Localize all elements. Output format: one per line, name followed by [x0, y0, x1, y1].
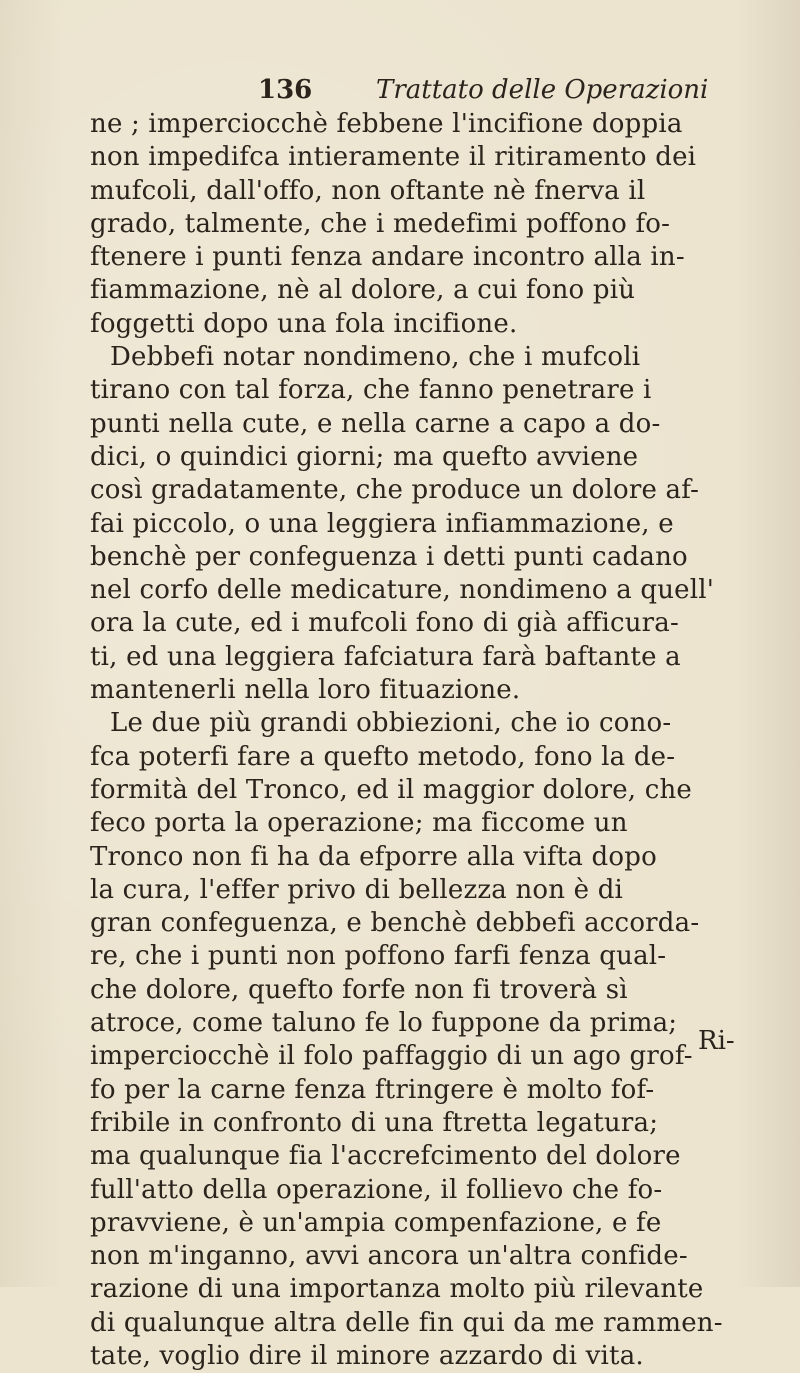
text-line: fo per la carne fenza ftringere è molto fof- — [90, 1074, 655, 1105]
text-line: la cura, l'effer privo di bellezza non è di — [90, 874, 624, 905]
text-line: ma qualunque fia l'accrefcimento del dolore — [90, 1141, 681, 1172]
text-line: ftenere i punti fenza andare incontro alla in- — [90, 242, 685, 273]
text-line: razione di una importanza molto più rilevante — [90, 1274, 704, 1305]
text-line: fai piccolo, o una leggiera infiammazione, e — [90, 508, 674, 539]
text-line: mufcoli, dall'offo, non oftante nè fnerva il — [90, 175, 646, 206]
text-line: fribile in confronto di una ftretta legatura; — [90, 1107, 659, 1138]
text-line: che dolore, quefto forfe non fi troverà sì — [90, 974, 628, 1005]
text-line: grado, talmente, che i medefimi poffono fo- — [90, 208, 671, 239]
text-line: imperciocchè il folo paffaggio di un ago grof- — [90, 1041, 693, 1072]
text-line: formità del Tronco, ed il maggior dolore, che — [90, 774, 693, 805]
text-line: benchè per confeguenza i detti punti cadano — [90, 541, 688, 572]
text-line: fiammazione, nè al dolore, a cui fono più — [90, 275, 636, 306]
text-line: nel corfo delle medicature, nondimeno a quell' — [90, 575, 715, 606]
catchword: Ri- — [698, 1026, 735, 1056]
text-line: feco porta la operazione; ma ficcome un — [90, 808, 628, 839]
text-line: pravviene, è un'ampia compenfazione, e fe — [90, 1207, 662, 1238]
text-line: mantenerli nella loro fituazione. — [90, 675, 521, 706]
text-line: di qualunque altra delle fin qui da me rammen- — [90, 1307, 723, 1338]
text-line: fca poterfi fare a quefto metodo, fono la de- — [90, 741, 676, 772]
text-line: così gradatamente, che produce un dolore af- — [90, 475, 700, 506]
text-line: punti nella cute, e nella carne a capo a do- — [90, 408, 661, 439]
text-line: ne ; imperciocchè febbene l'incifione doppia — [90, 109, 683, 139]
text-line: full'atto della operazione, il follievo che fo- — [90, 1174, 663, 1205]
text-line: Debbefi notar nondimeno, che i mufcoli — [110, 342, 641, 373]
text-line: tate, voglio dire il minore azzardo di vita. — [90, 1340, 644, 1371]
text-line: atroce, come taluno fe lo fuppone da prima; — [90, 1008, 678, 1039]
text-line: foggetti dopo una fola incifione. — [90, 308, 518, 339]
page-header — [258, 72, 709, 108]
running-title: Trattato delle Operazioni — [376, 75, 709, 105]
page-number: 136 — [258, 75, 313, 105]
text-line: tirano con tal forza, che fanno penetrare i — [90, 375, 652, 406]
text-line: non m'inganno, avvi ancora un'altra confide- — [90, 1241, 688, 1272]
body-text — [90, 108, 770, 1373]
text-line: gran confeguenza, e benchè debbefi accorda- — [90, 908, 700, 939]
text-line: non impedifca intieramente il ritiramento dei — [90, 142, 697, 173]
text-line: ora la cute, ed i mufcoli fono di già afficura- — [90, 608, 679, 639]
text-line: ti, ed una leggiera fafciatura farà baftante a — [90, 641, 681, 672]
text-line: dici, o quindici giorni; ma quefto avviene — [90, 441, 639, 472]
text-line: re, che i punti non poffono farfi fenza qual- — [90, 941, 667, 972]
text-line: Tronco non fi ha da efporre alla vifta dopo — [90, 841, 657, 872]
text-line: Le due più grandi obbiezioni, che io cono- — [110, 708, 672, 739]
